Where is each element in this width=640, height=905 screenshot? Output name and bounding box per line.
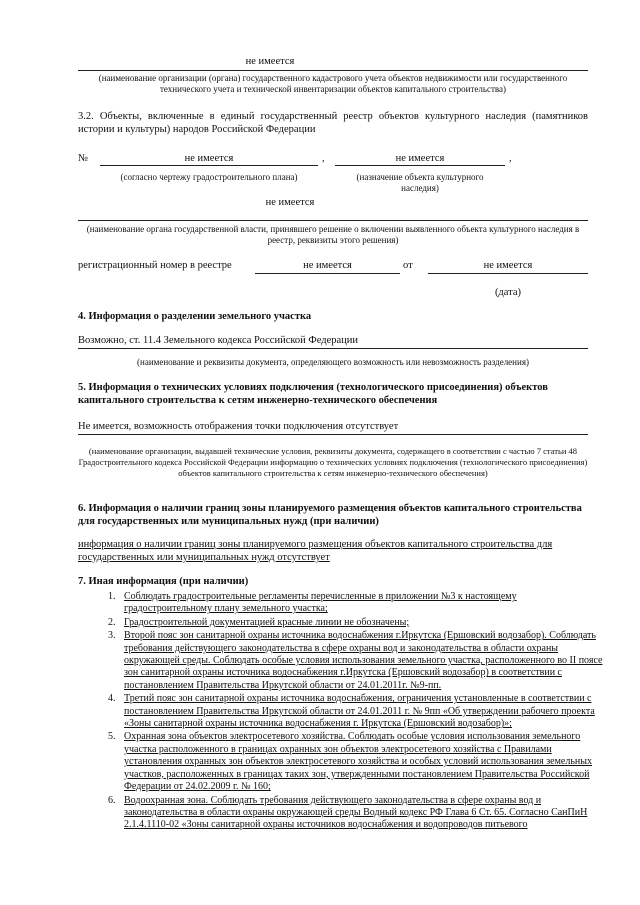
authority-underline xyxy=(78,220,588,221)
list-item: 6. Водоохранная зона. Соблюдать требования действующего законодательства в сфере охраны вод и законодательства в области охраны окружающей среды Водный кодекс РФ Глава 6 Ст. 65. Согласно СанПиН 2.1.4.1110-02 «Зоны санитарной охраны источников водоснабжения и водопроводов питьевого xyxy=(118,795,606,832)
number-label: № xyxy=(78,153,89,164)
date-value: не имеется xyxy=(483,260,533,271)
date-caption: (дата) xyxy=(494,287,522,298)
section-3-2-heading: 3.2. Объекты, включенные в единый государственный реестр объектов культурного наследия (памятников истории и культуры) народов Российской Федерации xyxy=(78,111,588,135)
authority-caption: (наименование органа государственной власти, принявшего решение о включении выявленного объекта культурного наследия в реестр, реквизиты этого решения) xyxy=(86,224,580,245)
date-underline xyxy=(428,273,588,274)
purpose-value: не имеется xyxy=(395,153,445,164)
section-4-underline xyxy=(78,348,588,349)
plan-underline xyxy=(100,165,318,166)
purpose-caption: (назначение объекта культурного наследия) xyxy=(356,172,484,193)
reg-value: не имеется xyxy=(303,260,352,271)
section-4-caption: (наименование и реквизиты документа, определяющего возможность или невозможность разделения) xyxy=(137,357,529,367)
list-item: 5. Охранная зона объектов электросетевого хозяйства. Соблюдать особые условия использования земельного участка расположенного в границах охранных зон объектов электросетевого хозяйства с Правилами установления охранных зон объектов электросетевого хозяйства и особых условий использования земельных участков, расположенных в границах таких зон, утвержденными постановлением Правительства Российской Федерации от 24.02.2009 г. № 160; xyxy=(118,731,606,793)
section-4-text: Возможно, ст. 11.4 Земельного кодекса Российской Федерации xyxy=(78,335,359,346)
list-item: 4. Третий пояс зон санитарной охраны источника водоснабжения, ограничения установленные в соответствии с постановлением Правительства Иркутской области от 24.01.2011 г. № 9пп «Об утверждении рабочего проекта «Зоны санитарной охраны источника водоснабжения г. Иркутска (Ершовский водозабор)»; xyxy=(118,693,606,730)
cadastral-caption: (наименование организации (органа) государственного кадастрового учета объектов недвижимости или государственного технического учета и технической инвентаризации объектов капитального строительства) xyxy=(98,73,568,94)
cadastral-underline xyxy=(78,70,588,71)
list-item: 2. Градостроительной документацией красные линии не обозначены; xyxy=(118,617,606,629)
section-7-heading: 7. Иная информация (при наличии) xyxy=(78,576,249,587)
section-6-heading: 6. Информация о наличии границ зоны планируемого размещения объектов капитального строительства для государственных или муниципальных нужд (при наличии) xyxy=(78,503,582,527)
authority-value: не имеется xyxy=(265,197,315,208)
other-info-list xyxy=(84,591,606,833)
section-4-heading: 4. Информация о разделении земельного участка xyxy=(78,311,312,322)
cadastral-value: не имеется xyxy=(245,56,295,67)
comma-2: , xyxy=(509,153,512,164)
section-6-text: информация о наличии границ зоны планируемого размещения объектов капитального строительства для государственных или муниципальных нужд отсутствует xyxy=(78,539,553,563)
list-item: 3. Второй пояс зон санитарной охраны источника водоснабжения г.Иркутска (Ершовский водозабор). Соблюдать требования действующего законодательства в сфере охраны вод и законодательства в области охраны окружающей среды. Соблюдать особые условия использования земельного участка, расположенного во II поясе зон санитарной охраны источника водоснабжения г.Иркутска (Ершовский водозабор) в соответствии с постановлением Правительства Иркутской области от 24.01.2011г. №9-пп. xyxy=(118,630,606,692)
section-5-text: Не имеется, возможность отображения точки подключения отсутствует xyxy=(78,421,399,432)
plan-value: не имеется xyxy=(184,153,234,164)
list-item: 1. Соблюдать градостроительные регламенты перечисленные в приложении №3 к настоящему градостроительному плану земельного участка; xyxy=(118,591,606,616)
section-5-heading: 5. Информация о технических условиях подключения (технологического присоединения) объектов капитального строительства к сетям инженерно-технического обеспечения xyxy=(78,382,548,406)
comma-1: , xyxy=(322,153,325,164)
section-5-caption: (наименование организации, выдавшей технические условия, реквизиты документа, содержащего в соответствии с частью 7 статьи 48 Градостроительного кодекса Российской Федерации информацию о технических условиях подключения (технологического присоединения) объектов капитального строительства к сетям инженерно-технического обеспечения) xyxy=(78,446,588,478)
from-label: от xyxy=(403,260,413,271)
plan-caption: (согласно чертежу градостроительного плана) xyxy=(120,172,298,182)
reg-underline xyxy=(255,273,400,274)
section-5-underline xyxy=(78,434,588,435)
purpose-underline xyxy=(335,165,505,166)
reg-label: регистрационный номер в реестре xyxy=(78,260,232,271)
